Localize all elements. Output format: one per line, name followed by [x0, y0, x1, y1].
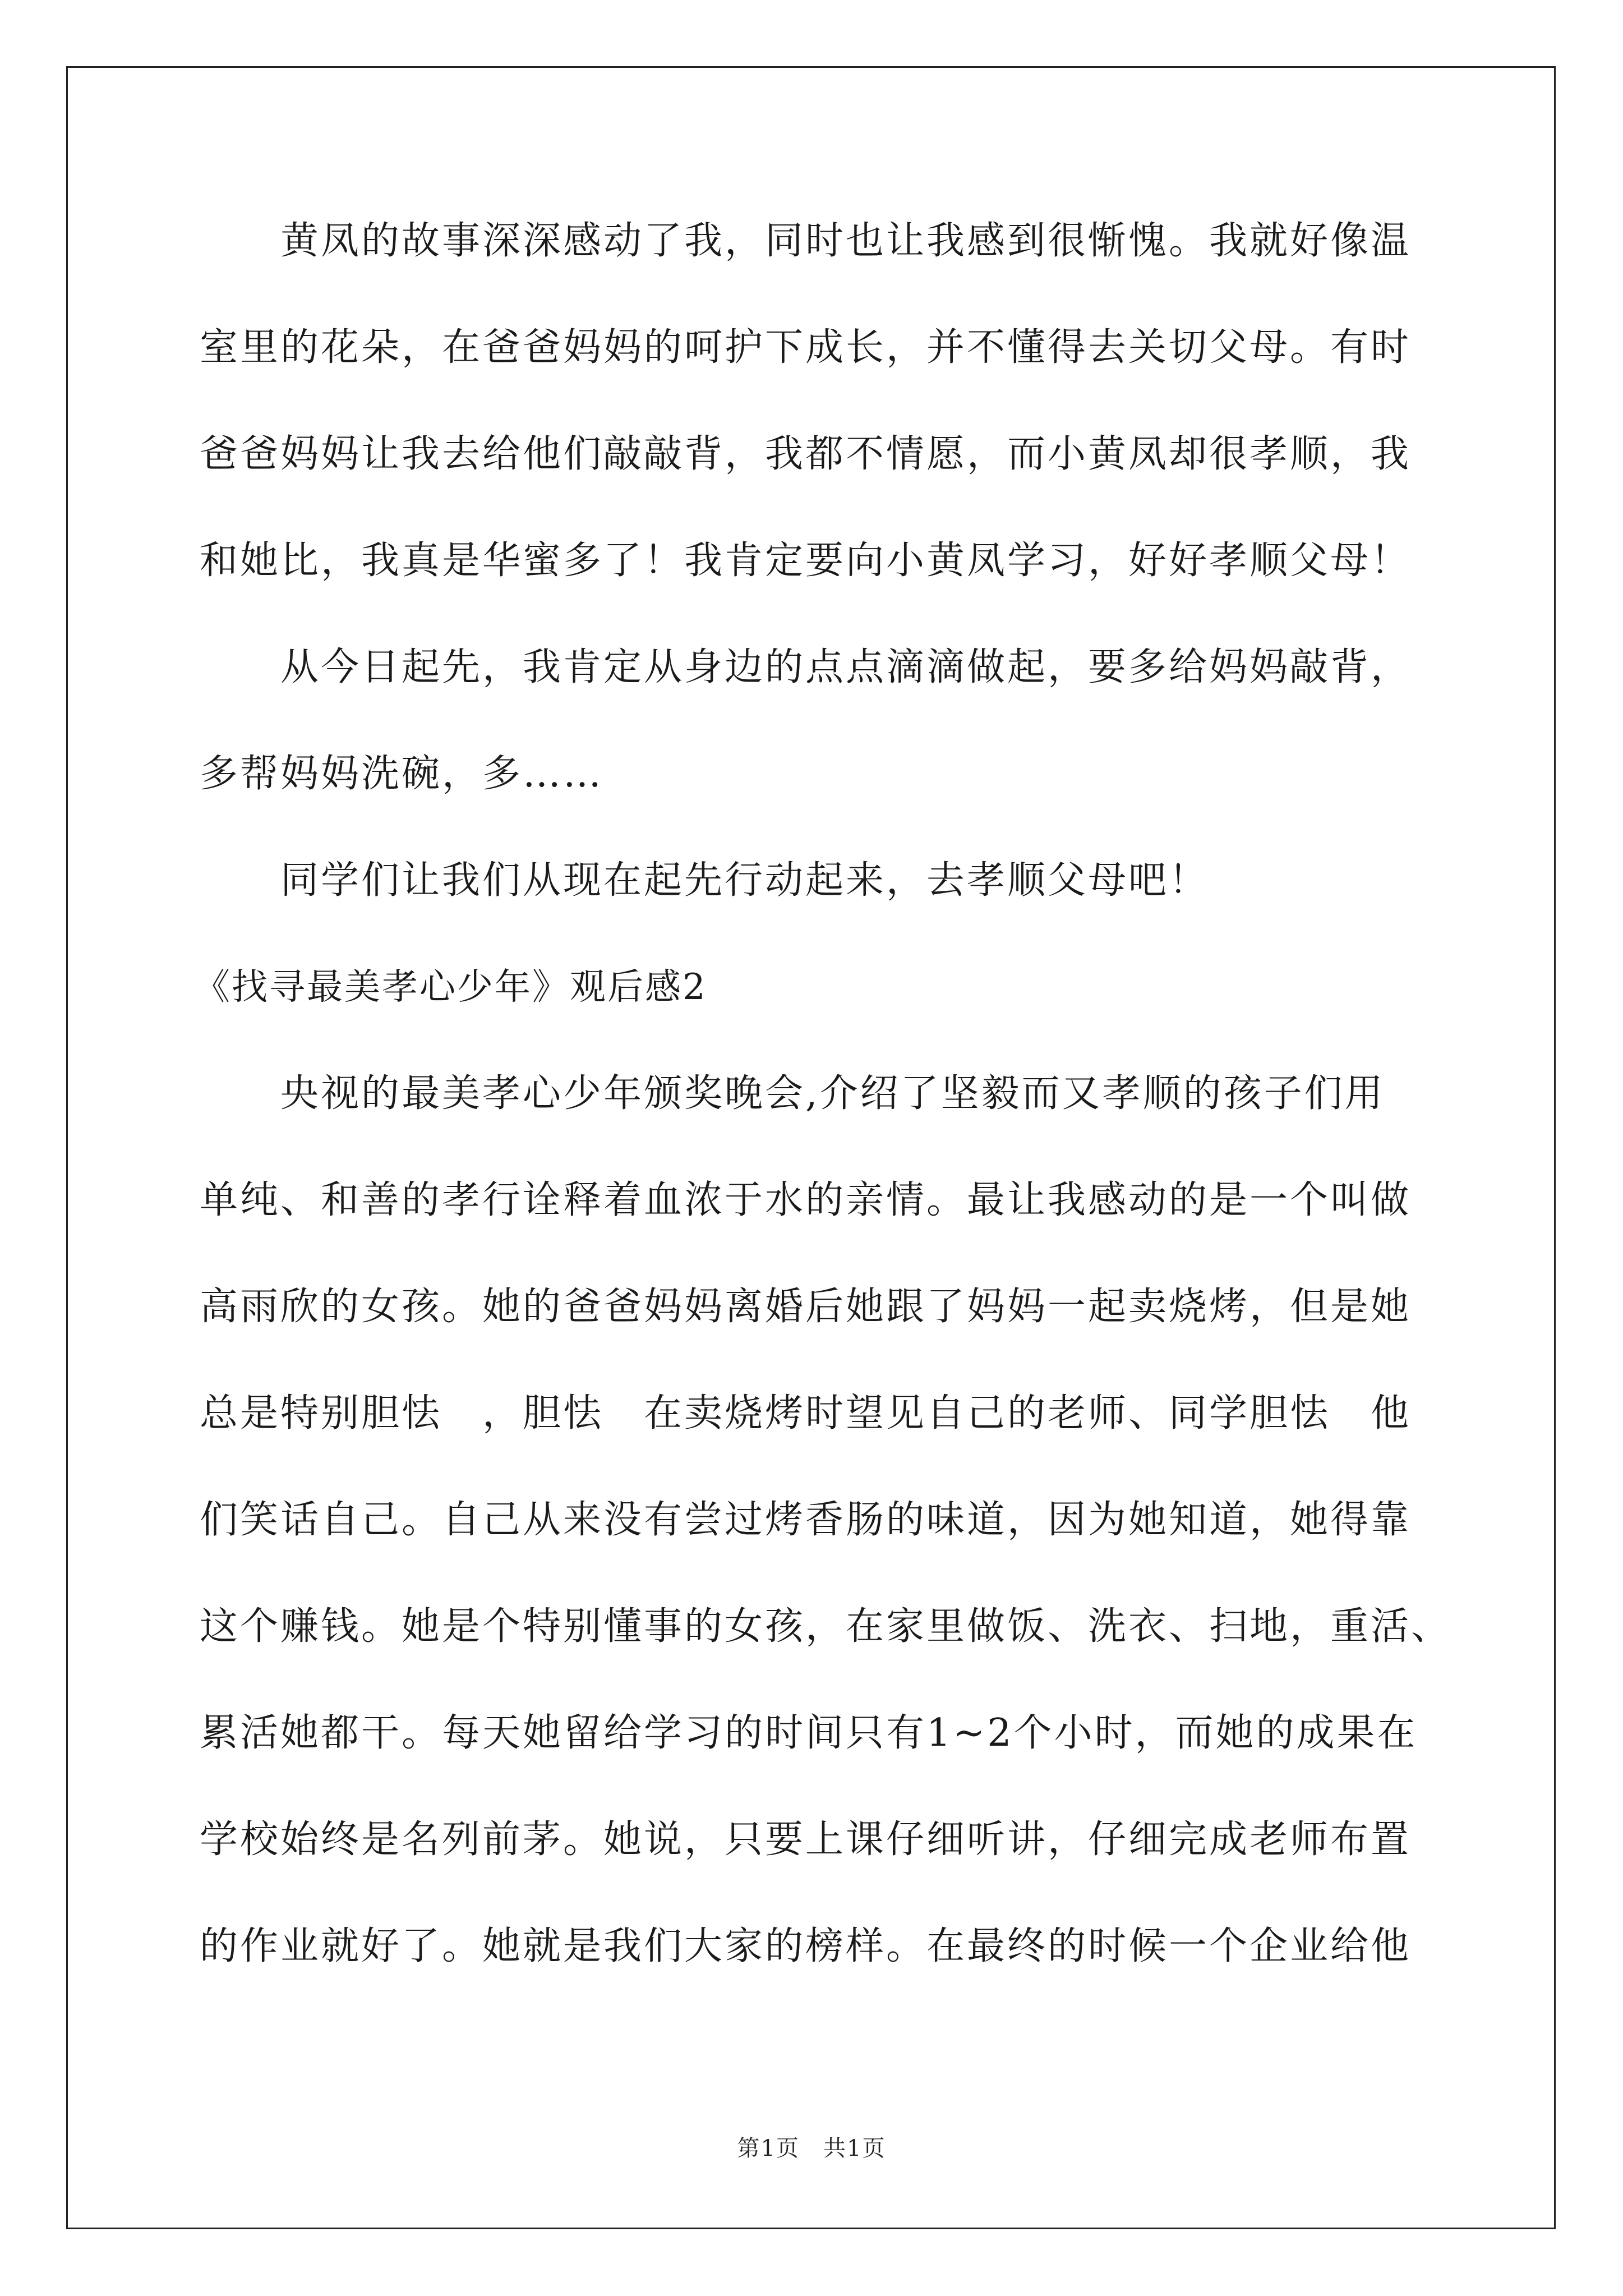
paragraph-line-12: 总是特别胆怯 ，胆怯 在卖烧烤时望见自己的老师、同学胆怯 他 — [200, 1391, 1412, 1435]
paragraph-line-1: 黄凤的故事深深感动了我，同时也让我感到很惭愧。我就好像温 — [200, 219, 1412, 263]
paragraph-line-4: 和她比，我真是华蜜多了！我肯定要向小黄凤学习，好好孝顺父母！ — [200, 539, 1412, 583]
paragraph-line-17: 的作业就好了。她就是我们大家的榜样。在最终的时候一个企业给他 — [200, 1924, 1412, 1968]
paragraph-line-5: 从今日起先，我肯定从身边的点点滴滴做起，要多给妈妈敲背， — [200, 645, 1412, 689]
paragraph-line-14: 这个赚钱。她是个特别懂事的女孩，在家里做饭、洗衣、扫地，重活、 — [200, 1604, 1452, 1649]
paragraph-line-6: 多帮妈妈洗碗，多…… — [200, 752, 604, 796]
paragraph-line-13: 们笑话自己。自己从来没有尝过烤香肠的味道，因为她知道，她得靠 — [200, 1498, 1412, 1542]
paragraph-line-11: 高雨欣的女孩。她的爸爸妈妈离婚后她跟了妈妈一起卖烧烤，但是她 — [200, 1285, 1412, 1329]
page-number: 第1页 共1页 — [737, 2136, 886, 2161]
paragraph-line-15: 累活她都干。每天她留给学习的时间只有1~2个小时，而她的成果在 — [200, 1711, 1418, 1755]
paragraph-line-16: 学校始终是名列前茅。她说，只要上课仔细听讲，仔细完成老师布置 — [200, 1818, 1412, 1862]
section-heading: 《找寻最美孝心少年》观后感2 — [194, 967, 707, 1008]
paragraph-line-2: 室里的花朵，在爸爸妈妈的呵护下成长，并不懂得去关切父母。有时 — [200, 325, 1412, 370]
page-border — [66, 66, 1556, 2229]
paragraph-line-7: 同学们让我们从现在起先行动起来，去孝顺父母吧！ — [200, 858, 1210, 903]
paragraph-line-3: 爸爸妈妈让我去给他们敲敲背，我都不情愿，而小黄凤却很孝顺，我 — [200, 432, 1412, 476]
paragraph-line-10: 单纯、和善的孝行诠释着血浓于水的亲情。最让我感动的是一个叫做 — [200, 1178, 1412, 1222]
paragraph-line-9: 央视的最美孝心少年颁奖晚会,介绍了坚毅而又孝顺的孩子们用 — [200, 1071, 1385, 1116]
